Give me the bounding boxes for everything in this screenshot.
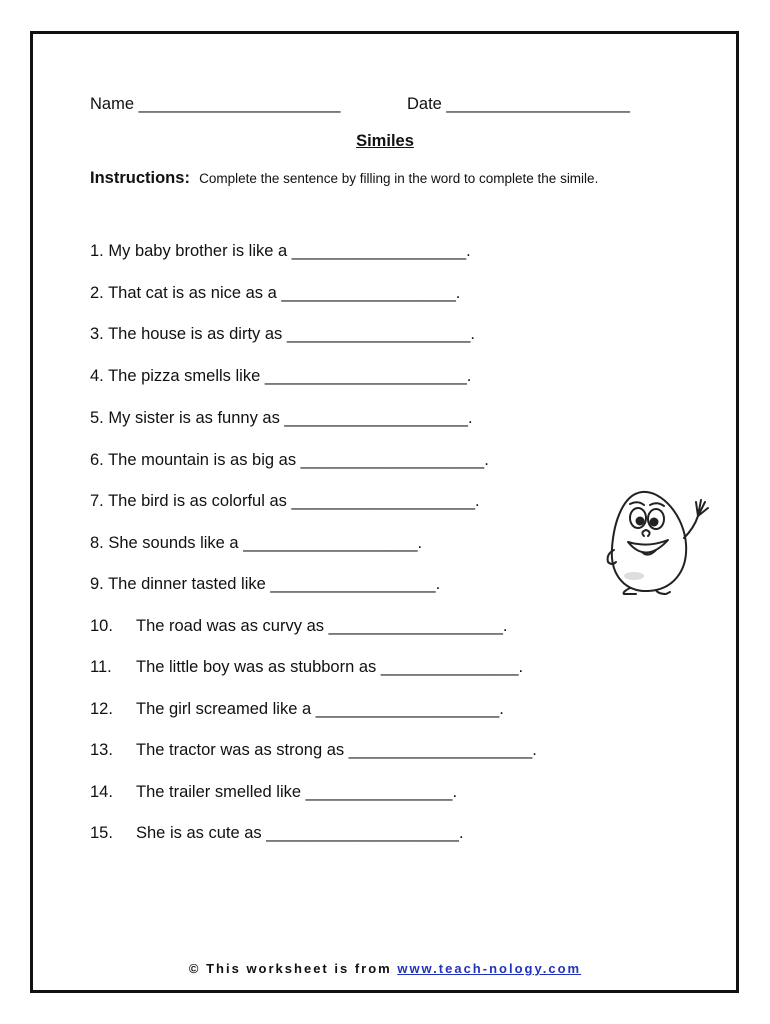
question-number: 7. — [90, 492, 104, 510]
question-item — [90, 450, 489, 470]
question-item — [90, 699, 504, 719]
date-field: Date ____________________ — [407, 95, 630, 113]
question-text: The little boy was as stubborn as _______________. — [136, 658, 524, 676]
instructions-text: Complete the sentence by filling in the word to complete the simile. — [199, 171, 599, 186]
question-text: The house is as dirty as ____________________. — [108, 325, 476, 343]
question-number: 13. — [90, 741, 113, 759]
question-text: The girl screamed like a ____________________. — [136, 700, 504, 718]
question-number: 11. — [90, 658, 112, 676]
footer-credit — [0, 961, 770, 976]
question-item — [90, 574, 440, 594]
question-item — [90, 740, 537, 760]
question-number: 8. — [90, 534, 104, 552]
question-text: The bird is as colorful as ____________________. — [108, 492, 480, 510]
question-number: 1. — [90, 242, 104, 260]
question-text: She sounds like a ___________________. — [108, 534, 423, 552]
question-item — [90, 782, 457, 802]
name-field: Name ______________________ — [90, 95, 341, 113]
question-number: 10. — [90, 617, 113, 635]
question-text: My sister is as funny as ____________________. — [108, 409, 473, 427]
question-item — [90, 283, 460, 303]
question-item — [90, 491, 480, 511]
question-number: 6. — [90, 451, 104, 469]
question-text: The dinner tasted like __________________. — [108, 575, 441, 593]
source-link[interactable]: www.teach-nology.com — [397, 961, 582, 976]
question-text: The tractor was as strong as ____________________. — [136, 741, 537, 759]
question-item — [90, 823, 464, 843]
question-item — [90, 408, 473, 428]
instructions-colon: : — [184, 169, 190, 187]
question-text: My baby brother is like a ___________________. — [108, 242, 471, 260]
question-item — [90, 616, 508, 636]
question-number: 4. — [90, 367, 104, 385]
instructions — [90, 168, 598, 189]
question-number: 3. — [90, 325, 104, 343]
question-item — [90, 324, 475, 344]
question-text: That cat is as nice as a ___________________. — [108, 284, 461, 302]
question-text: The road was as curvy as ___________________. — [136, 617, 508, 635]
question-text: The trailer smelled like ________________. — [136, 783, 458, 801]
question-text: The pizza smells like ______________________. — [108, 367, 472, 385]
question-number: 14. — [90, 783, 113, 801]
question-number: 12. — [90, 700, 113, 718]
worksheet-title: Similes — [356, 132, 414, 150]
question-text: She is as cute as _____________________. — [136, 824, 464, 842]
question-number: 15. — [90, 824, 113, 842]
question-number: 5. — [90, 409, 104, 427]
footer-text: © This worksheet is from — [188, 961, 398, 976]
question-item — [90, 657, 523, 677]
question-item — [90, 533, 422, 553]
instructions-label: Instructions — [90, 169, 185, 187]
question-number: 9. — [90, 575, 104, 593]
question-number: 2. — [90, 284, 104, 302]
question-item — [90, 241, 471, 261]
question-item — [90, 366, 471, 386]
question-text: The mountain is as big as ____________________. — [108, 451, 489, 469]
waving-egg-icon — [600, 488, 718, 596]
